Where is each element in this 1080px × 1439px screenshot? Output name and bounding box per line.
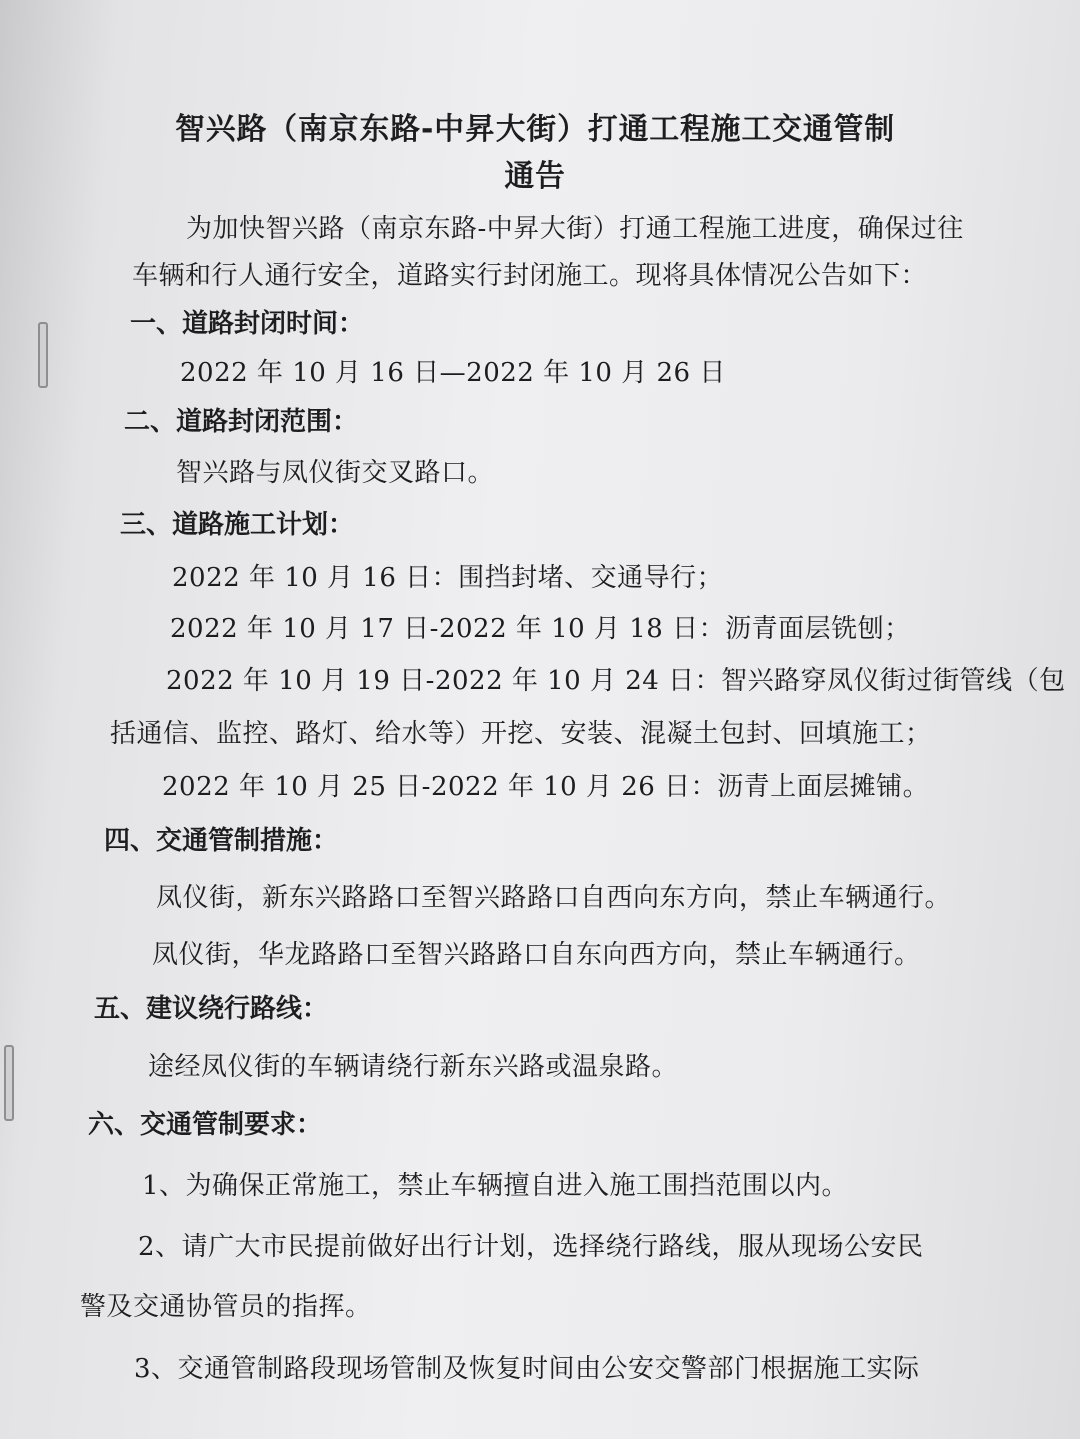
section-5-title: 建议绕行路线：	[146, 994, 329, 1024]
section-2-number: 二、	[124, 407, 177, 437]
intro-line-1: 为加快智兴路（南京东路-中昇大街）打通工程施工进度，确保过往	[186, 214, 964, 244]
section-4-title: 交通管制措施：	[156, 826, 339, 856]
section-4-heading	[104, 824, 338, 858]
section-4-line-1: 凤仪街，新东兴路路口至智兴路路口自西向东方向，禁止车辆通行。	[156, 883, 952, 913]
section-2-heading	[124, 405, 358, 439]
section-3-line-3: 2022 年 10 月 19 日-2022 年 10 月 24 日：智兴路穿凤仪街过街管线（包	[166, 666, 1066, 696]
staple-top	[38, 322, 48, 388]
section-3-line-1: 2022 年 10 月 16 日：围挡封堵、交通导行；	[172, 563, 724, 593]
section-6-number: 六、	[88, 1110, 141, 1140]
intro-line-2: 车辆和行人通行安全，道路实行封闭施工。现将具体情况公告如下：	[132, 261, 928, 291]
section-1-title: 道路封闭时间：	[182, 309, 365, 339]
section-4-number: 四、	[104, 826, 157, 856]
section-1-heading	[130, 307, 364, 341]
staple-bottom	[4, 1045, 14, 1121]
section-3-line-4: 括通信、监控、路灯、给水等）开挖、安装、混凝土包封、回填施工；	[110, 719, 932, 749]
document-title-line-1: 智兴路（南京东路-中昇大街）打通工程施工交通管制	[175, 112, 896, 147]
section-3-title: 道路施工计划：	[172, 510, 355, 540]
section-5-number: 五、	[94, 994, 147, 1024]
section-3-line-2: 2022 年 10 月 17 日-2022 年 10 月 18 日：沥青面层铣刨；	[170, 614, 911, 644]
section-6-heading	[88, 1108, 322, 1142]
section-6-line-3: 警及交通协管员的指挥。	[80, 1292, 372, 1322]
section-3-line-5: 2022 年 10 月 25 日-2022 年 10 月 26 日：沥青上面层摊铺。	[162, 772, 930, 802]
document-title-line-2: 通告	[504, 159, 566, 194]
section-1-number: 一、	[130, 309, 183, 339]
section-3-heading	[120, 508, 354, 542]
section-6-line-1: 1、为确保正常施工，禁止车辆擅自进入施工围挡范围以内。	[142, 1171, 849, 1201]
section-2-line-1: 智兴路与凤仪街交叉路口。	[176, 458, 495, 488]
section-3-number: 三、	[120, 510, 173, 540]
section-6-line-4: 3、交通管制路段现场管制及恢复时间由公安交警部门根据施工实际	[134, 1354, 920, 1384]
section-2-title: 道路封闭范围：	[176, 407, 359, 437]
section-1-line-1: 2022 年 10 月 16 日—2022 年 10 月 26 日	[180, 358, 726, 388]
section-5-line-1: 途经凤仪街的车辆请绕行新东兴路或温泉路。	[148, 1052, 679, 1082]
section-6-title: 交通管制要求：	[140, 1110, 323, 1140]
section-6-line-2: 2、请广大市民提前做好出行计划，选择绕行路线，服从现场公安民	[138, 1232, 924, 1262]
section-5-heading	[94, 992, 328, 1026]
section-4-line-2: 凤仪街，华龙路路口至智兴路路口自东向西方向，禁止车辆通行。	[152, 940, 921, 970]
